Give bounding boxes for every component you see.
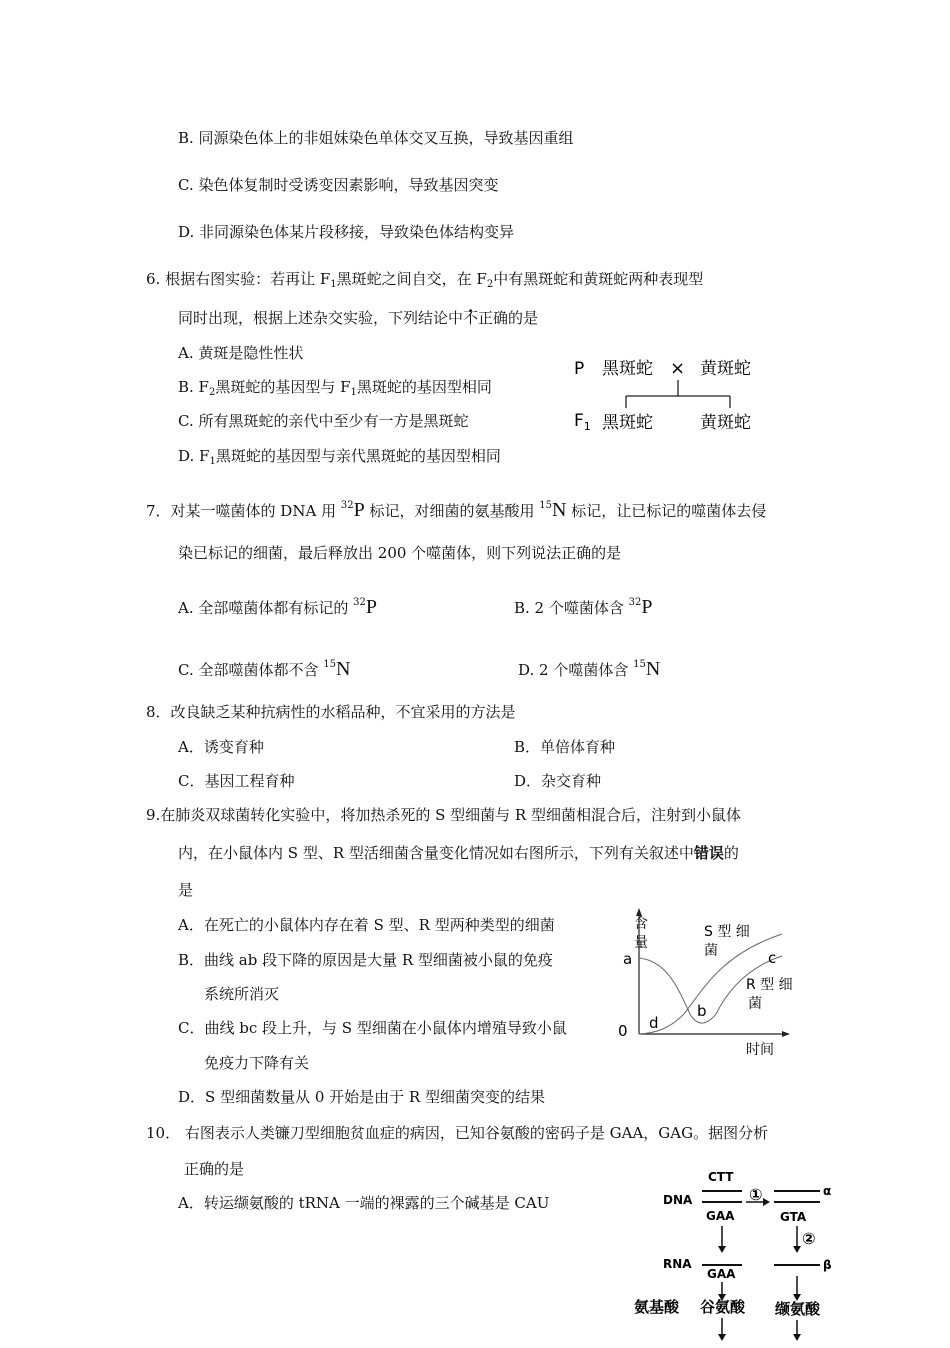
rna-label: RNA (663, 1257, 692, 1271)
glutamic-acid-label: 谷氨酸 (700, 1298, 746, 1316)
q9-stem-line3: 是 (178, 881, 194, 899)
q7-option-c: C. 全部噬菌体都不含 $^{15}$N (178, 658, 351, 680)
point-d: d (649, 1014, 659, 1032)
x-axis-arrow (782, 1031, 790, 1037)
arrowhead-down-right (793, 1334, 801, 1341)
point-b: b (697, 1002, 707, 1020)
cross-symbol: × (670, 358, 686, 379)
arrowhead-transcribe-right (793, 1246, 801, 1253)
q7-stem-line2: 染已标记的细菌，最后释放出 200 个噬菌体，则下列说法正确的是 (178, 544, 622, 562)
q9-option-b-line2: 系统所消灭 (204, 985, 280, 1003)
parent-black: 黑斑蛇 (602, 359, 653, 379)
q7-stem-line1: 7．对某一噬菌体的 DNA 用 $^{32}$P 标记，对细菌的氨基酸用 $^{15}$N 标记，让已标记的噬菌体去侵 (146, 499, 767, 521)
q8-option-a: A．诱变育种 (178, 738, 264, 756)
y-axis-label-2: 量 (634, 935, 648, 951)
q6-option-b: B. $F_2$黑斑蛇的基因型与 $F_1$黑斑蛇的基因型相同 (178, 378, 492, 398)
step-two: ② (802, 1229, 816, 1248)
q5-option-c: C. 染色体复制时受诱变因素影响，导致基因突变 (178, 176, 499, 194)
codon-gta: GTA (780, 1210, 807, 1224)
q9-option-c-line2: 免疫力下降有关 (204, 1054, 310, 1072)
q10-stem-line1: 10． 右图表示人类镰刀型细胞贫血症的病因，已知谷氨酸的密码子是 GAA，GAG。据图分析 (146, 1124, 769, 1142)
q6-stem-line2: 同时出现，根据上述杂交实验，下列结论中不正确的是 (178, 309, 539, 327)
q9-bacteria-graph (612, 906, 812, 1062)
q6-option-d: D. $F_1$黑斑蛇的基因型与亲代黑斑蛇的基因型相同 (178, 447, 501, 467)
amino-acid-label: 氨基酸 (634, 1298, 680, 1316)
q6-option-a: A. 黄斑是隐性性状 (178, 344, 304, 362)
q8-stem: 8．改良缺乏某种抗病性的水稻品种，不宜采用的方法是 (146, 703, 516, 721)
q5-option-d: D. 非同源染色体某片段移接，导致染色体结构变异 (178, 223, 515, 241)
codon-gaa-dna: GAA (706, 1209, 735, 1223)
q5-option-b: B. 同源染色体上的非姐妹染色单体交叉互换，导致基因重组 (178, 129, 574, 147)
q7-option-a: A. 全部噬菌体都有标记的 $^{32}$P (178, 596, 377, 618)
f1-label: $F_1$ (574, 411, 591, 433)
valine-label: 缬氨酸 (775, 1300, 821, 1318)
q7-option-d: D. 2 个噬菌体含 $^{15}$N (518, 658, 661, 680)
q6-option-c: C. 所有黑斑蛇的亲代中至少有一方是黑斑蛇 (178, 412, 469, 430)
q9-stem-line2: 内，在小鼠体内 S 型、R 型活细菌含量变化情况如右图所示，下列有关叙述中错误的 (178, 844, 739, 862)
q8-option-c: C．基因工程育种 (178, 772, 295, 790)
point-a: a (623, 950, 633, 968)
parent-yellow: 黄斑蛇 (700, 359, 751, 379)
arrowhead-down-left (718, 1334, 726, 1341)
y-axis-arrow (636, 908, 642, 916)
mutation-arrowhead (763, 1198, 770, 1206)
child-black: 黑斑蛇 (602, 413, 653, 433)
point-c: c (768, 949, 777, 967)
codon-gaa-rna: GAA (707, 1267, 736, 1281)
origin-label: 0 (618, 1022, 628, 1040)
q8-option-d: D．杂交育种 (514, 772, 602, 790)
arrowhead-transcribe-left (718, 1246, 726, 1253)
q6-stem-line1: 6. 根据右图实验：若再让 $F_1$黑斑蛇之间自交，在 $F_2$中有黑斑蛇和黄斑蛇两种表现型 (146, 270, 704, 290)
q6-cross-diagram (570, 352, 770, 437)
child-yellow: 黄斑蛇 (700, 413, 751, 433)
codon-ctt: CTT (708, 1170, 734, 1184)
q10-option-a: A．转运缬氨酸的 tRNA 一端的裸露的三个碱基是 CAU (178, 1194, 550, 1212)
dna-label: DNA (663, 1193, 693, 1207)
q9-option-a: A．在死亡的小鼠体内存在着 S 型、R 型两种类型的细菌 (178, 916, 555, 934)
step-one: ① (749, 1185, 763, 1204)
x-axis-label: 时间 (746, 1042, 774, 1058)
alpha-label: α (823, 1184, 832, 1198)
r-type-label-2: 菌 (748, 996, 762, 1012)
q9-option-b-line1: B．曲线 ab 段下降的原因是大量 R 型细菌被小鼠的免疫 (178, 951, 553, 969)
p-label: P (574, 359, 585, 379)
s-type-label-1: S 型 细 (704, 924, 750, 940)
q9-option-c-line1: C．曲线 bc 段上升，与 S 型细菌在小鼠体内增殖导致小鼠 (178, 1019, 567, 1037)
q8-option-b: B．单倍体育种 (514, 738, 616, 756)
beta-label: β (823, 1258, 832, 1272)
y-axis-label-1: 含 (634, 916, 648, 932)
q9-stem-line1: 9.在肺炎双球菌转化实验中，将加热杀死的 S 型细菌与 R 型细菌相混合后，注射到小鼠体 (146, 806, 741, 824)
q7-option-b: B. 2 个噬菌体含 $^{32}$P (514, 596, 653, 618)
q9-option-d: D．S 型细菌数量从 0 开始是由于 R 型细菌突变的结果 (178, 1088, 545, 1106)
r-type-label-1: R 型 细 (746, 977, 793, 993)
s-type-label-2: 菌 (704, 943, 718, 959)
q10-sickle-cell-diagram (630, 1162, 840, 1344)
emphasis-not: 不 (463, 309, 479, 327)
emphasis-wrong: 错误 (693, 844, 724, 862)
q10-stem-line2: 正确的是 (184, 1160, 245, 1178)
